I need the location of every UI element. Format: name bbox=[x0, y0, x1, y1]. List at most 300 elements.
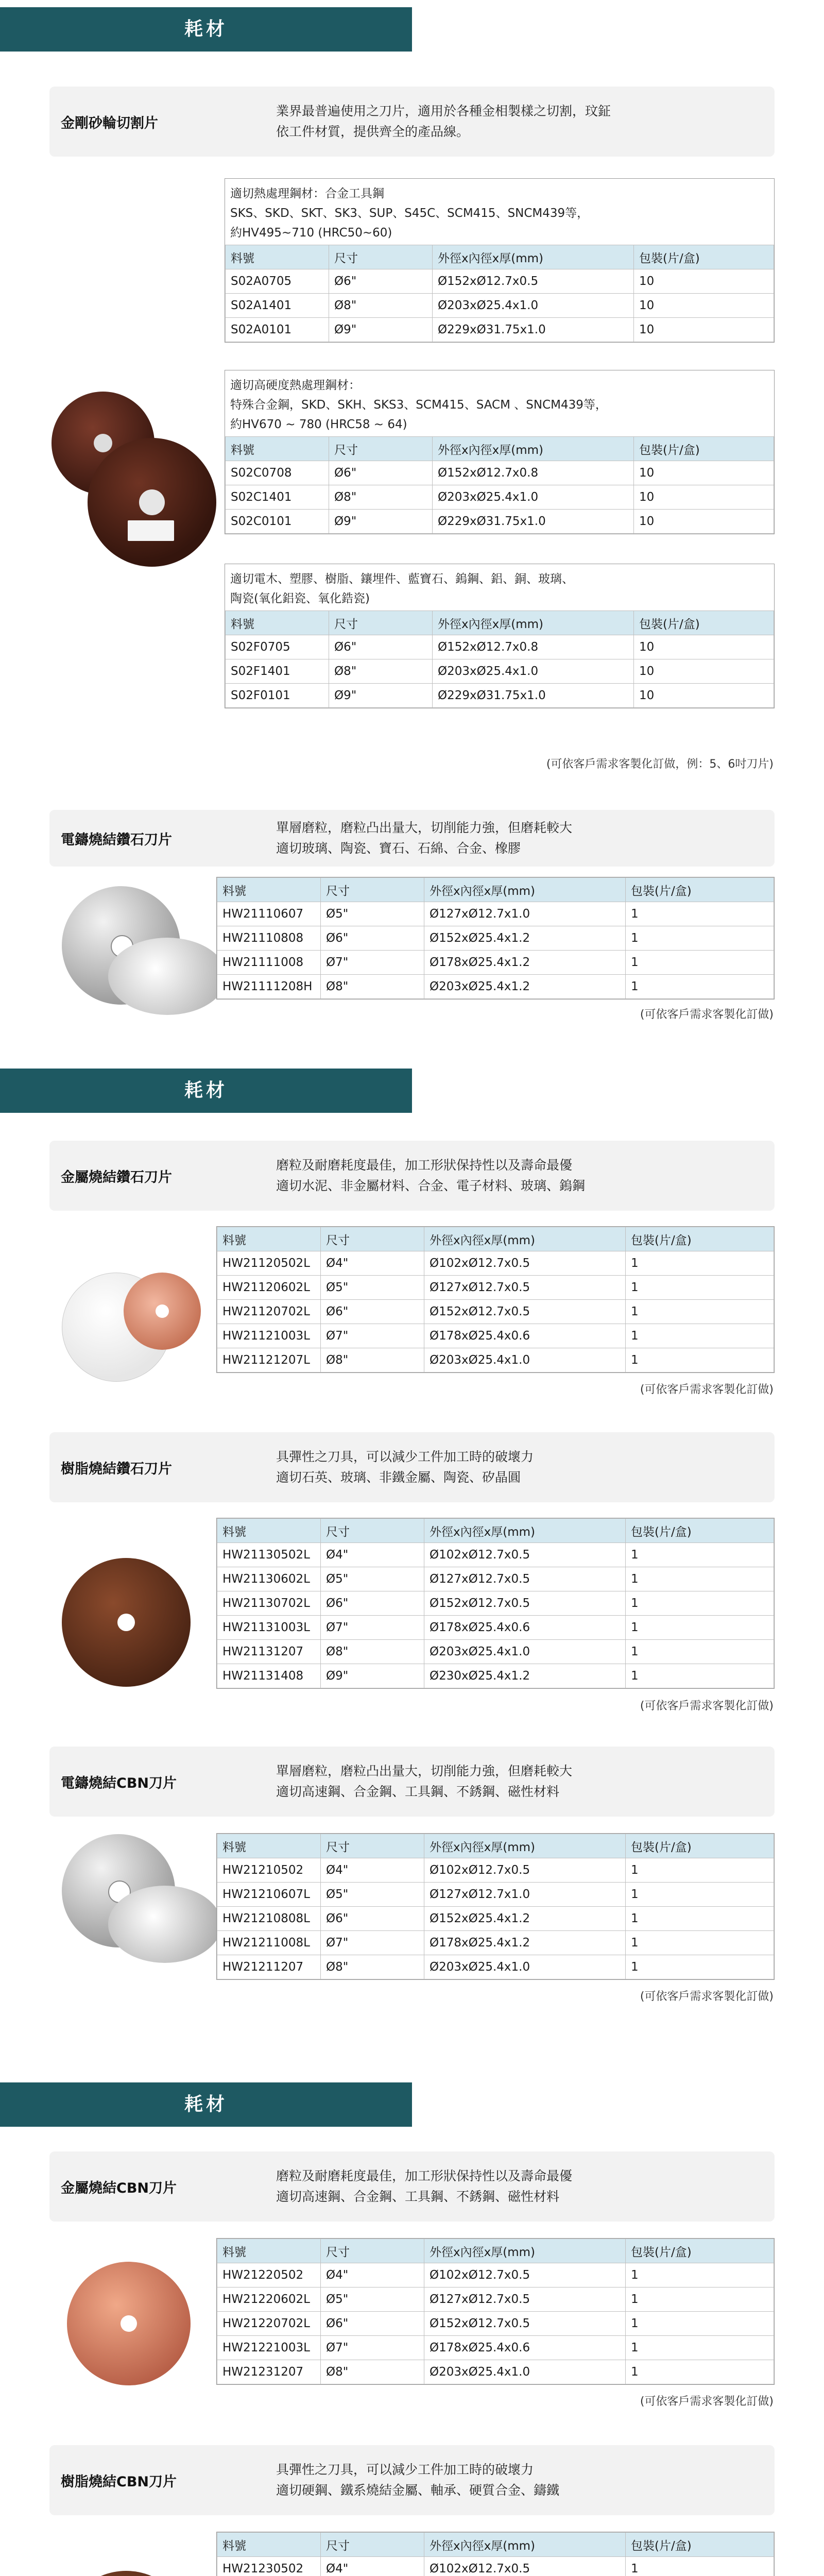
table-cell: HW21130602L bbox=[217, 1567, 321, 1591]
table-row bbox=[217, 1543, 774, 1567]
table-cell: Ø102xØ12.7x0.5 bbox=[424, 2557, 626, 2576]
table bbox=[217, 1227, 774, 1372]
table-cell: 1 bbox=[626, 2360, 774, 2384]
table-row bbox=[226, 461, 774, 485]
table-cell: Ø4" bbox=[321, 2263, 424, 2287]
table-row bbox=[217, 951, 774, 975]
blade-image bbox=[124, 1273, 201, 1350]
text: 具彈性之刀具，可以減少工件加工時的破壞力 bbox=[276, 1449, 534, 1464]
table-cell: HW21111008 bbox=[217, 951, 321, 975]
table-cell: 10 bbox=[634, 269, 774, 294]
table-cell: Ø4" bbox=[321, 2557, 424, 2576]
column-header: 料號 bbox=[217, 2533, 321, 2557]
column-header: 料號 bbox=[217, 1834, 321, 1858]
table-row bbox=[217, 1567, 774, 1591]
column-header: 料號 bbox=[226, 437, 329, 461]
footnote: (可依客戶需求客製化訂做) bbox=[640, 1700, 774, 1713]
table-cell: Ø229xØ31.75x1.0 bbox=[433, 510, 634, 534]
table-cell: Ø4" bbox=[321, 1858, 424, 1883]
table-row bbox=[226, 510, 774, 534]
section-header-electro-diamond bbox=[49, 810, 775, 867]
text: 單層磨粒，磨粒凸出量大，切削能力強，但磨耗較大 bbox=[276, 820, 573, 835]
cut-off-wheel-image bbox=[88, 438, 216, 567]
section-band bbox=[0, 2082, 412, 2127]
column-header: 料號 bbox=[226, 245, 329, 269]
table-cell: HW21120702L bbox=[217, 1300, 321, 1324]
table-cell: HW21220502 bbox=[217, 2263, 321, 2287]
table-cell: HW21130502L bbox=[217, 1543, 321, 1567]
table-cell: Ø203xØ25.4x1.0 bbox=[424, 1348, 626, 1372]
table-row bbox=[217, 2312, 774, 2336]
table-cell: S02A1401 bbox=[226, 294, 329, 318]
table-cell: Ø203xØ25.4x1.0 bbox=[433, 659, 634, 684]
table-cell: Ø127xØ12.7x1.0 bbox=[424, 1883, 626, 1907]
column-header: 料號 bbox=[226, 611, 329, 635]
table-cell: 1 bbox=[626, 1907, 774, 1931]
text: 業界最普遍使用之刀片，適用於各種金相製樣之切割，玟鉦 bbox=[276, 104, 611, 118]
table bbox=[217, 1834, 774, 1979]
table-cell: Ø203xØ25.4x1.0 bbox=[424, 1955, 626, 1979]
table-cell: HW21221003L bbox=[217, 2336, 321, 2360]
table-header-row bbox=[217, 1227, 774, 1251]
column-header: 外徑x內徑x厚(mm) bbox=[424, 2533, 626, 2557]
table-cell: Ø7" bbox=[321, 951, 424, 975]
footnote: (可依客戶需求客製化訂做) bbox=[640, 1990, 774, 2003]
section-description bbox=[276, 87, 611, 157]
table-row bbox=[217, 1858, 774, 1883]
table-cell: Ø5" bbox=[321, 1883, 424, 1907]
text: SKS、SKD、SKT、SK3、SUP、S45C、SCM415、SNCM439等， bbox=[230, 207, 589, 220]
text: 磨粒及耐磨耗度最佳，加工形狀保持性以及壽命最優 bbox=[276, 2168, 573, 2183]
table-cell: Ø5" bbox=[321, 1276, 424, 1300]
table-cell: 1 bbox=[626, 1858, 774, 1883]
section-title: 金剛砂輪切割片 bbox=[61, 115, 158, 131]
table-row bbox=[217, 2263, 774, 2287]
column-header: 包裝(片/盒) bbox=[626, 1519, 774, 1543]
section-title: 電鑄燒結CBN刀片 bbox=[61, 1775, 177, 1791]
table-cell: HW21220702L bbox=[217, 2312, 321, 2336]
table-cell: Ø8" bbox=[321, 2360, 424, 2384]
table-cell: Ø178xØ25.4x1.2 bbox=[424, 951, 626, 975]
section-description bbox=[276, 1432, 534, 1502]
table-cell: Ø178xØ25.4x1.2 bbox=[424, 1931, 626, 1955]
table-cell: Ø203xØ25.4x1.0 bbox=[424, 1640, 626, 1664]
column-header: 外徑x內徑x厚(mm) bbox=[424, 2239, 626, 2263]
column-header: 尺寸 bbox=[329, 437, 433, 461]
table-row bbox=[217, 1300, 774, 1324]
column-header: 料號 bbox=[217, 878, 321, 902]
table-row bbox=[226, 635, 774, 659]
spec-table bbox=[225, 564, 775, 708]
section-title: 樹脂燒結CBN刀片 bbox=[61, 2473, 177, 2490]
table-cell: Ø9" bbox=[329, 510, 433, 534]
text: 具彈性之刀具，可以減少工件加工時的破壞力 bbox=[276, 2462, 534, 2477]
table-cell: 1 bbox=[626, 1324, 774, 1348]
table-cell: Ø8" bbox=[329, 294, 433, 318]
spec-table bbox=[216, 1833, 775, 1980]
section-title: 金屬燒結鑽石刀片 bbox=[61, 1169, 172, 1185]
text: 約HV670 ~ 780 (HRC58 ~ 64) bbox=[230, 418, 407, 431]
table-row bbox=[217, 1907, 774, 1931]
table-cell: 10 bbox=[634, 485, 774, 510]
table-cell: Ø203xØ25.4x1.2 bbox=[424, 975, 626, 999]
table-cell: 10 bbox=[634, 510, 774, 534]
table-cell: Ø6" bbox=[329, 269, 433, 294]
table-cell: Ø178xØ25.4x0.6 bbox=[424, 1616, 626, 1640]
column-header: 外徑x內徑x厚(mm) bbox=[433, 437, 634, 461]
text: 適切硬鋼、鐵系燒結金屬、軸承、硬質合金、鑄鐵 bbox=[276, 2483, 560, 2498]
table-row bbox=[217, 1251, 774, 1276]
table-cell: 1 bbox=[626, 951, 774, 975]
text: 適切高速鋼、合金鋼、工具鋼、不銹鋼、磁性材料 bbox=[276, 2189, 560, 2204]
text: 適切玻璃、陶瓷、寶石、石綿、合金、橡膠 bbox=[276, 841, 521, 856]
column-header: 尺寸 bbox=[321, 2239, 424, 2263]
table-cell: 1 bbox=[626, 1616, 774, 1640]
spec-table bbox=[216, 2532, 775, 2576]
table-cell: S02F1401 bbox=[226, 659, 329, 684]
table-cell: Ø6" bbox=[329, 461, 433, 485]
table-row bbox=[217, 2336, 774, 2360]
table-cell: 1 bbox=[626, 1276, 774, 1300]
table-cell: Ø152xØ25.4x1.2 bbox=[424, 1907, 626, 1931]
table-cell: S02F0705 bbox=[226, 635, 329, 659]
band-title: 耗材 bbox=[184, 1080, 228, 1101]
table-cell: Ø8" bbox=[321, 1955, 424, 1979]
table-cell: S02A0101 bbox=[226, 318, 329, 342]
table-header-row bbox=[226, 611, 774, 635]
spec-table bbox=[225, 178, 775, 343]
table-cell: Ø152xØ25.4x1.2 bbox=[424, 926, 626, 951]
table-cell: 1 bbox=[626, 926, 774, 951]
section-header-diamond-sand bbox=[49, 87, 775, 157]
table-cell: Ø9" bbox=[329, 684, 433, 708]
section-description bbox=[276, 1141, 585, 1211]
table-cell: 1 bbox=[626, 975, 774, 999]
table-cell: Ø229xØ31.75x1.0 bbox=[433, 684, 634, 708]
table-row bbox=[217, 926, 774, 951]
text: 適切高速鋼、合金鋼、工具鋼、不銹鋼、磁性材料 bbox=[276, 1784, 560, 1799]
blade-image bbox=[62, 2571, 191, 2576]
table-cell: Ø6" bbox=[321, 1300, 424, 1324]
table-cell: Ø127xØ12.7x0.5 bbox=[424, 1276, 626, 1300]
table-cell: HW21131003L bbox=[217, 1616, 321, 1640]
table-header-row bbox=[217, 1519, 774, 1543]
table-row bbox=[217, 2557, 774, 2576]
table-cell: S02C0708 bbox=[226, 461, 329, 485]
table-row bbox=[217, 1931, 774, 1955]
table-cell: 1 bbox=[626, 1348, 774, 1372]
section-title: 電鑄燒結鑽石刀片 bbox=[61, 832, 172, 848]
table-cell: 1 bbox=[626, 2312, 774, 2336]
table-cell: Ø6" bbox=[321, 2312, 424, 2336]
table-cell: Ø127xØ12.7x0.5 bbox=[424, 1567, 626, 1591]
table-cell: Ø203xØ25.4x1.0 bbox=[433, 485, 634, 510]
table-cell: 1 bbox=[626, 1955, 774, 1979]
column-header: 包裝(片/盒) bbox=[634, 611, 774, 635]
table-cell: HW21131408 bbox=[217, 1664, 321, 1688]
table-cell: Ø152xØ12.7x0.5 bbox=[424, 2312, 626, 2336]
text: 單層磨粒，磨粒凸出量大，切削能力強，但磨耗較大 bbox=[276, 1764, 573, 1778]
column-header: 外徑x內徑x厚(mm) bbox=[433, 245, 634, 269]
table-cell: Ø4" bbox=[321, 1543, 424, 1567]
band-title: 耗材 bbox=[184, 19, 228, 40]
table-header-row bbox=[217, 2239, 774, 2263]
column-header: 包裝(片/盒) bbox=[626, 2239, 774, 2263]
table-cell: 1 bbox=[626, 1251, 774, 1276]
section-header-resin-cbn bbox=[49, 2445, 775, 2515]
table-cell: HW21111208H bbox=[217, 975, 321, 999]
table-cell: Ø5" bbox=[321, 1567, 424, 1591]
table-cell: 10 bbox=[634, 684, 774, 708]
table-cell: Ø7" bbox=[321, 2336, 424, 2360]
table-cell: HW21120502L bbox=[217, 1251, 321, 1276]
table-header-row bbox=[217, 1834, 774, 1858]
table-cell: 1 bbox=[626, 2557, 774, 2576]
column-header: 尺寸 bbox=[321, 878, 424, 902]
table bbox=[217, 877, 774, 999]
section-header-resin-diamond bbox=[49, 1432, 775, 1502]
blade-image bbox=[108, 1886, 221, 1963]
table-cell: Ø6" bbox=[321, 926, 424, 951]
table-cell: Ø127xØ12.7x1.0 bbox=[424, 902, 626, 926]
text: 約HV495~710 (HRC50~60) bbox=[230, 226, 392, 240]
text: 陶瓷(氧化鋁瓷、氧化鋯瓷) bbox=[230, 592, 370, 605]
table-cell: 1 bbox=[626, 1591, 774, 1616]
table-cell: Ø102xØ12.7x0.5 bbox=[424, 1543, 626, 1567]
table-cell: 1 bbox=[626, 2287, 774, 2312]
table-row bbox=[217, 1883, 774, 1907]
table-cell: 1 bbox=[626, 1300, 774, 1324]
material-note bbox=[225, 370, 774, 436]
text: 磨粒及耐磨耗度最佳，加工形狀保持性以及壽命最優 bbox=[276, 1158, 573, 1173]
table-row bbox=[217, 902, 774, 926]
table-cell: S02C0101 bbox=[226, 510, 329, 534]
table-row bbox=[217, 1591, 774, 1616]
blade-image bbox=[67, 2262, 191, 2385]
material-note bbox=[225, 564, 774, 611]
table-cell: Ø4" bbox=[321, 1251, 424, 1276]
section-band bbox=[0, 1069, 412, 1113]
column-header: 尺寸 bbox=[329, 611, 433, 635]
table-cell: HW21110607 bbox=[217, 902, 321, 926]
section-band bbox=[0, 7, 412, 52]
table-cell: HW21121207L bbox=[217, 1348, 321, 1372]
table-cell: 10 bbox=[634, 635, 774, 659]
table bbox=[217, 2239, 774, 2384]
table-cell: HW21131207 bbox=[217, 1640, 321, 1664]
table-row bbox=[217, 1955, 774, 1979]
table bbox=[217, 2532, 774, 2576]
column-header: 包裝(片/盒) bbox=[626, 1227, 774, 1251]
material-note bbox=[225, 179, 774, 245]
footnote: (可依客戶需求客製化訂做，例：5、6吋刀片) bbox=[546, 758, 774, 771]
section-description bbox=[276, 2445, 559, 2515]
column-header: 尺寸 bbox=[321, 2533, 424, 2557]
table-cell: Ø8" bbox=[329, 659, 433, 684]
table-row bbox=[217, 1324, 774, 1348]
column-header: 外徑x內徑x厚(mm) bbox=[433, 611, 634, 635]
table-cell: HW21120602L bbox=[217, 1276, 321, 1300]
table-cell: 1 bbox=[626, 1567, 774, 1591]
table-cell: 1 bbox=[626, 1640, 774, 1664]
spec-table bbox=[216, 2238, 775, 2385]
table-cell: HW21210607L bbox=[217, 1883, 321, 1907]
table-header-row bbox=[217, 2533, 774, 2557]
text: 適切水泥、非金屬材料、合金、電子材料、玻璃、鎢鋼 bbox=[276, 1178, 586, 1193]
table-cell: 10 bbox=[634, 294, 774, 318]
table-cell: 10 bbox=[634, 659, 774, 684]
table-row bbox=[217, 975, 774, 999]
table-cell: Ø5" bbox=[321, 2287, 424, 2312]
table-row bbox=[217, 1276, 774, 1300]
table-cell: Ø152xØ12.7x0.5 bbox=[424, 1300, 626, 1324]
band-title: 耗材 bbox=[184, 2094, 228, 2115]
column-header: 尺寸 bbox=[321, 1519, 424, 1543]
table-cell: Ø5" bbox=[321, 902, 424, 926]
table-row bbox=[226, 318, 774, 342]
table-cell: HW21121003L bbox=[217, 1324, 321, 1348]
column-header: 尺寸 bbox=[321, 1227, 424, 1251]
table-cell: Ø127xØ12.7x0.5 bbox=[424, 2287, 626, 2312]
section-header-electro-cbn bbox=[49, 1747, 775, 1817]
table-cell: Ø152xØ12.7x0.5 bbox=[424, 1591, 626, 1616]
spec-table bbox=[225, 370, 775, 534]
table-row bbox=[217, 2360, 774, 2384]
blade-image bbox=[108, 938, 227, 1015]
table-cell: Ø203xØ25.4x1.0 bbox=[424, 2360, 626, 2384]
table-cell: S02F0101 bbox=[226, 684, 329, 708]
table-row bbox=[226, 269, 774, 294]
table-cell: Ø9" bbox=[329, 318, 433, 342]
table-row bbox=[217, 1348, 774, 1372]
table-cell: HW21211008L bbox=[217, 1931, 321, 1955]
table-header-row bbox=[217, 878, 774, 902]
text: 依工件材質，提供齊全的產品線。 bbox=[276, 124, 470, 139]
column-header: 包裝(片/盒) bbox=[626, 878, 774, 902]
column-header: 尺寸 bbox=[321, 1834, 424, 1858]
table-cell: HW21230502 bbox=[217, 2557, 321, 2576]
section-header-metal-diamond bbox=[49, 1141, 775, 1211]
table-cell: HW21220602L bbox=[217, 2287, 321, 2312]
table-cell: Ø7" bbox=[321, 1931, 424, 1955]
column-header: 料號 bbox=[217, 1519, 321, 1543]
table bbox=[217, 1518, 774, 1688]
column-header: 外徑x內徑x厚(mm) bbox=[424, 1834, 626, 1858]
table-cell: 1 bbox=[626, 2336, 774, 2360]
table-cell: Ø102xØ12.7x0.5 bbox=[424, 1858, 626, 1883]
table-cell: 10 bbox=[634, 318, 774, 342]
footnote: (可依客戶需求客製化訂做) bbox=[640, 1383, 774, 1396]
table-cell: Ø6" bbox=[329, 635, 433, 659]
column-header: 包裝(片/盒) bbox=[626, 1834, 774, 1858]
table-cell: Ø230xØ25.4x1.2 bbox=[424, 1664, 626, 1688]
table-row bbox=[226, 485, 774, 510]
text: 適切電木、塑膠、樹脂、鑲埋件、藍寶石、鎢鋼、鋁、銅、玻璃、 bbox=[230, 572, 574, 586]
table-cell: Ø229xØ31.75x1.0 bbox=[433, 318, 634, 342]
table-cell: Ø7" bbox=[321, 1616, 424, 1640]
table-cell: Ø9" bbox=[321, 1664, 424, 1688]
footnote: (可依客戶需求客製化訂做) bbox=[640, 2395, 774, 2408]
table-row bbox=[226, 659, 774, 684]
table-cell: 1 bbox=[626, 1543, 774, 1567]
table-cell: Ø8" bbox=[321, 1348, 424, 1372]
table-header-row bbox=[226, 437, 774, 461]
table-cell: 1 bbox=[626, 1931, 774, 1955]
table-cell: HW21130702L bbox=[217, 1591, 321, 1616]
table-cell: Ø102xØ12.7x0.5 bbox=[424, 2263, 626, 2287]
section-description bbox=[276, 2151, 572, 2222]
blade-image bbox=[62, 1558, 191, 1687]
table-header-row bbox=[226, 245, 774, 269]
table-row bbox=[226, 294, 774, 318]
table-row bbox=[217, 1616, 774, 1640]
column-header: 包裝(片/盒) bbox=[626, 2533, 774, 2557]
column-header: 外徑x內徑x厚(mm) bbox=[424, 1227, 626, 1251]
table-cell: HW21210502 bbox=[217, 1858, 321, 1883]
text: 適切高硬度熱處理鋼材： bbox=[230, 379, 360, 392]
table-cell: Ø6" bbox=[321, 1591, 424, 1616]
table-cell: Ø203xØ25.4x1.0 bbox=[433, 294, 634, 318]
table-cell: HW21211207 bbox=[217, 1955, 321, 1979]
table-cell: 1 bbox=[626, 2263, 774, 2287]
column-header: 包裝(片/盒) bbox=[634, 245, 774, 269]
spec-table bbox=[216, 1518, 775, 1689]
table-cell: Ø6" bbox=[321, 1907, 424, 1931]
spec-table bbox=[216, 1226, 775, 1373]
table-cell: Ø8" bbox=[321, 1640, 424, 1664]
table-cell: HW21231207 bbox=[217, 2360, 321, 2384]
table-cell: 1 bbox=[626, 1883, 774, 1907]
table bbox=[225, 611, 774, 708]
table-cell: 1 bbox=[626, 902, 774, 926]
column-header: 尺寸 bbox=[329, 245, 433, 269]
table-cell: Ø102xØ12.7x0.5 bbox=[424, 1251, 626, 1276]
table-cell: HW21110808 bbox=[217, 926, 321, 951]
table-cell: Ø152xØ12.7x0.8 bbox=[433, 635, 634, 659]
table-cell: Ø8" bbox=[321, 975, 424, 999]
table-cell: Ø152xØ12.7x0.8 bbox=[433, 461, 634, 485]
table-row bbox=[217, 1640, 774, 1664]
table-cell: Ø152xØ12.7x0.5 bbox=[433, 269, 634, 294]
section-description bbox=[276, 1747, 572, 1817]
table-cell: Ø178xØ25.4x0.6 bbox=[424, 1324, 626, 1348]
table-row bbox=[217, 1664, 774, 1688]
table-cell: S02A0705 bbox=[226, 269, 329, 294]
table-cell: 1 bbox=[626, 1664, 774, 1688]
column-header: 料號 bbox=[217, 1227, 321, 1251]
table bbox=[225, 436, 774, 534]
section-title: 金屬燒結CBN刀片 bbox=[61, 2180, 177, 2196]
footnote: (可依客戶需求客製化訂做) bbox=[640, 1008, 774, 1021]
column-header: 料號 bbox=[217, 2239, 321, 2263]
section-title: 樹脂燒結鑽石刀片 bbox=[61, 1461, 172, 1477]
column-header: 外徑x內徑x厚(mm) bbox=[424, 1519, 626, 1543]
table-cell: S02C1401 bbox=[226, 485, 329, 510]
table-cell: Ø7" bbox=[321, 1324, 424, 1348]
text: 適切熱處理鋼材：合金工具鋼 bbox=[230, 187, 384, 200]
table bbox=[225, 245, 774, 342]
text: 適切石英、玻璃、非鐵金屬、陶瓷、矽晶圓 bbox=[276, 1470, 521, 1485]
table-cell: HW21210808L bbox=[217, 1907, 321, 1931]
section-description bbox=[276, 810, 572, 867]
table-cell: Ø178xØ25.4x0.6 bbox=[424, 2336, 626, 2360]
table-row bbox=[226, 684, 774, 708]
text: 特殊合金鋼，SKD、SKH、SKS3、SCM415、SACM 、SNCM439等， bbox=[230, 398, 607, 412]
table-row bbox=[217, 2287, 774, 2312]
column-header: 外徑x內徑x厚(mm) bbox=[424, 878, 626, 902]
column-header: 包裝(片/盒) bbox=[634, 437, 774, 461]
section-header-metal-cbn bbox=[49, 2151, 775, 2222]
